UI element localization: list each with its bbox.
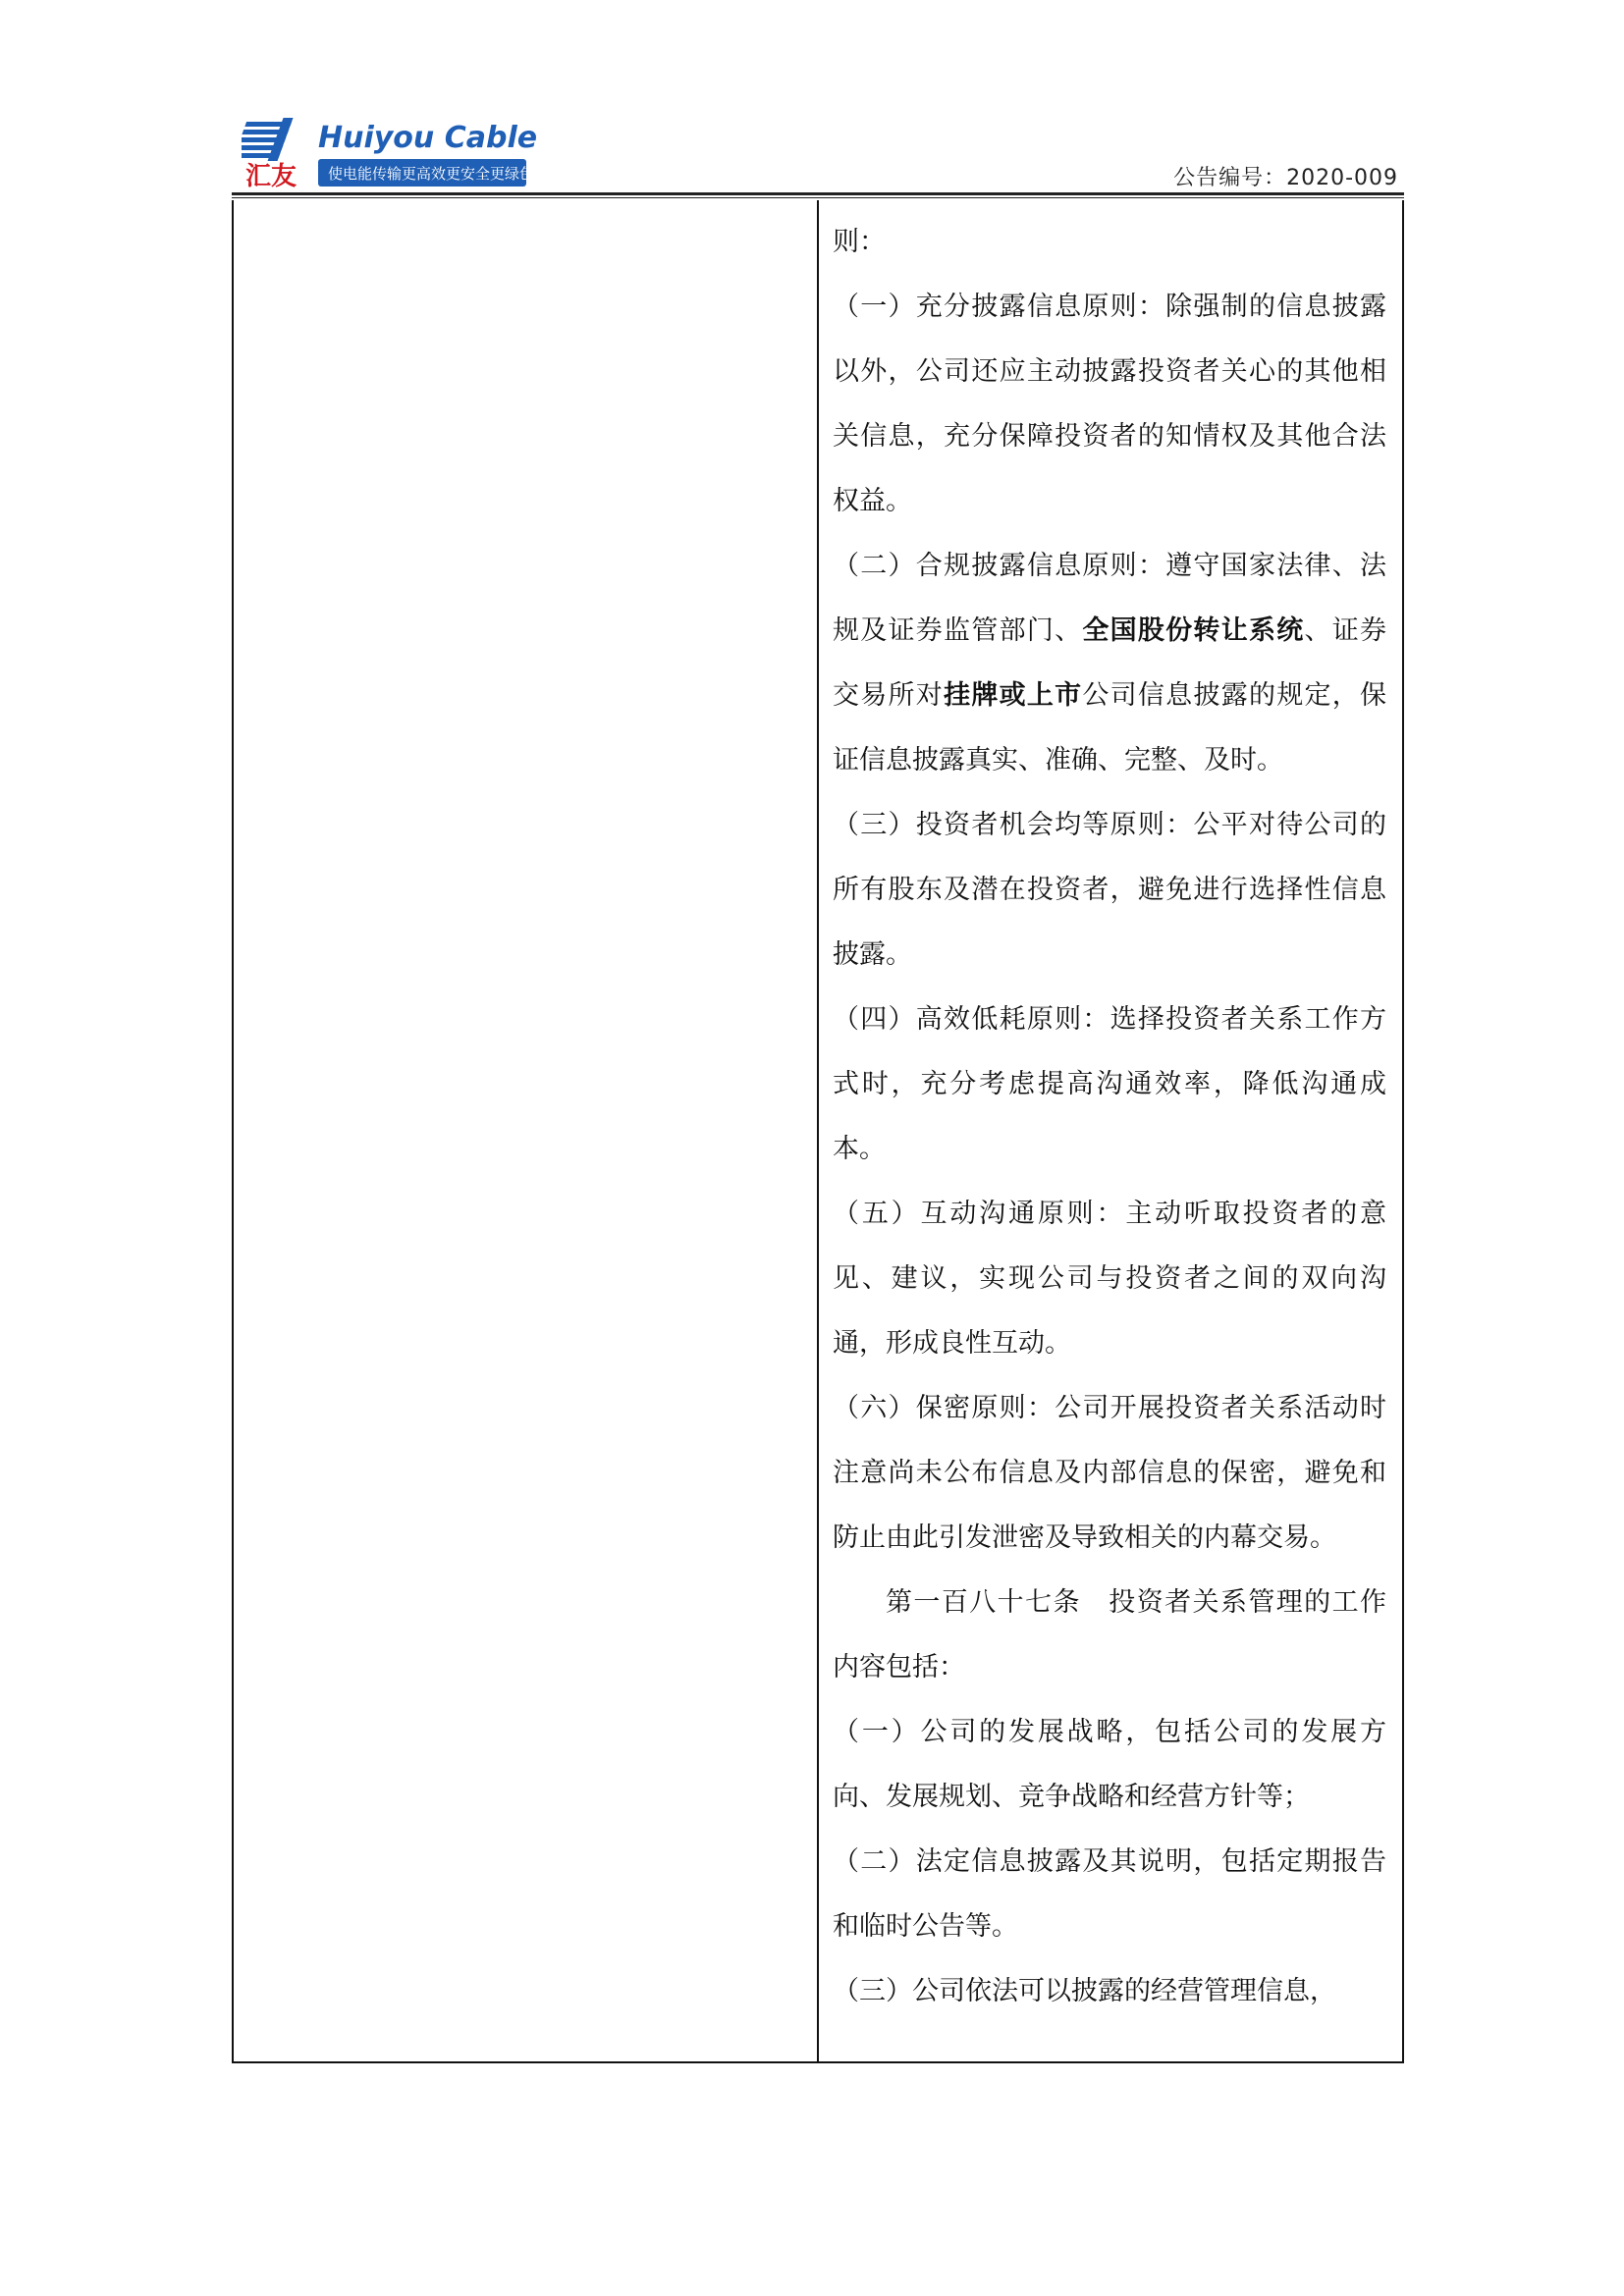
header-rule — [232, 192, 1404, 195]
header-rule-thin — [232, 197, 1404, 198]
paragraph: （一）公司的发展战略，包括公司的发展方向、发展规划、竞争战略和经营方针等； — [833, 1717, 1386, 1812]
table-cell-right — [819, 200, 1402, 2061]
right-cell-text — [833, 210, 1386, 2024]
logo-brand-cn: 汇友 — [245, 162, 298, 190]
paragraph: （二）法定信息披露及其说明，包括定期报告和临时公告等。 — [833, 1846, 1386, 1942]
huiyou-cable-logo-graphic — [242, 114, 556, 190]
company-logo — [242, 114, 556, 190]
paragraph: （三）公司依法可以披露的经营管理信息， — [833, 1976, 1336, 2006]
logo-slogan: 使电能传输更高效更安全更绿色 — [328, 165, 535, 183]
paragraph: （六）保密原则：公司开展投资者关系活动时注意尚未公布信息及内部信息的保密，避免和防止由此引发泄密及导致相关的内幕交易。 — [833, 1393, 1386, 1553]
paragraph: （五）互动沟通原则：主动听取投资者的意见、建议，实现公司与投资者之间的双向沟通，形成良性互动。 — [833, 1199, 1386, 1359]
text-segment: （二）合规披露信息原则：遵守国家法律、法规及证券监管部门、 — [833, 551, 1386, 646]
text-segment: 、证券交易所对 — [833, 615, 1387, 711]
paragraph: （三）投资者机会均等原则：公平对待公司的所有股东及潜在投资者，避免进行选择性信息披露。 — [833, 810, 1386, 970]
logo-brand-latin: Huiyou Cable — [318, 121, 538, 155]
paragraph — [833, 534, 1386, 793]
bold-text-segment: 挂牌或上市 — [944, 680, 1083, 711]
paragraph: （一）充分披露信息原则：除强制的信息披露以外，公司还应主动披露投资者关心的其他相关信息，充分保障投资者的知情权及其他合法权益。 — [833, 292, 1386, 516]
paragraph: （四）高效低耗原则：选择投资者关系工作方式时，充分考虑提高沟通效率，降低沟通成本。 — [833, 1004, 1386, 1164]
article-heading: 第一百八十七条 投资者关系管理的工作内容包括： — [833, 1587, 1386, 1682]
page-header — [232, 108, 1404, 196]
comparison-table — [232, 200, 1404, 2063]
notice-number: 公告编号：2020-009 — [1173, 166, 1398, 190]
bold-text-segment: 全国股份转让系统 — [1082, 615, 1305, 646]
table-cell-left — [234, 200, 819, 2061]
text-segment: 公司信息披露的规定，保证信息披露真实、准确、完整、及时。 — [833, 680, 1387, 775]
paragraph: 则： — [833, 227, 886, 257]
